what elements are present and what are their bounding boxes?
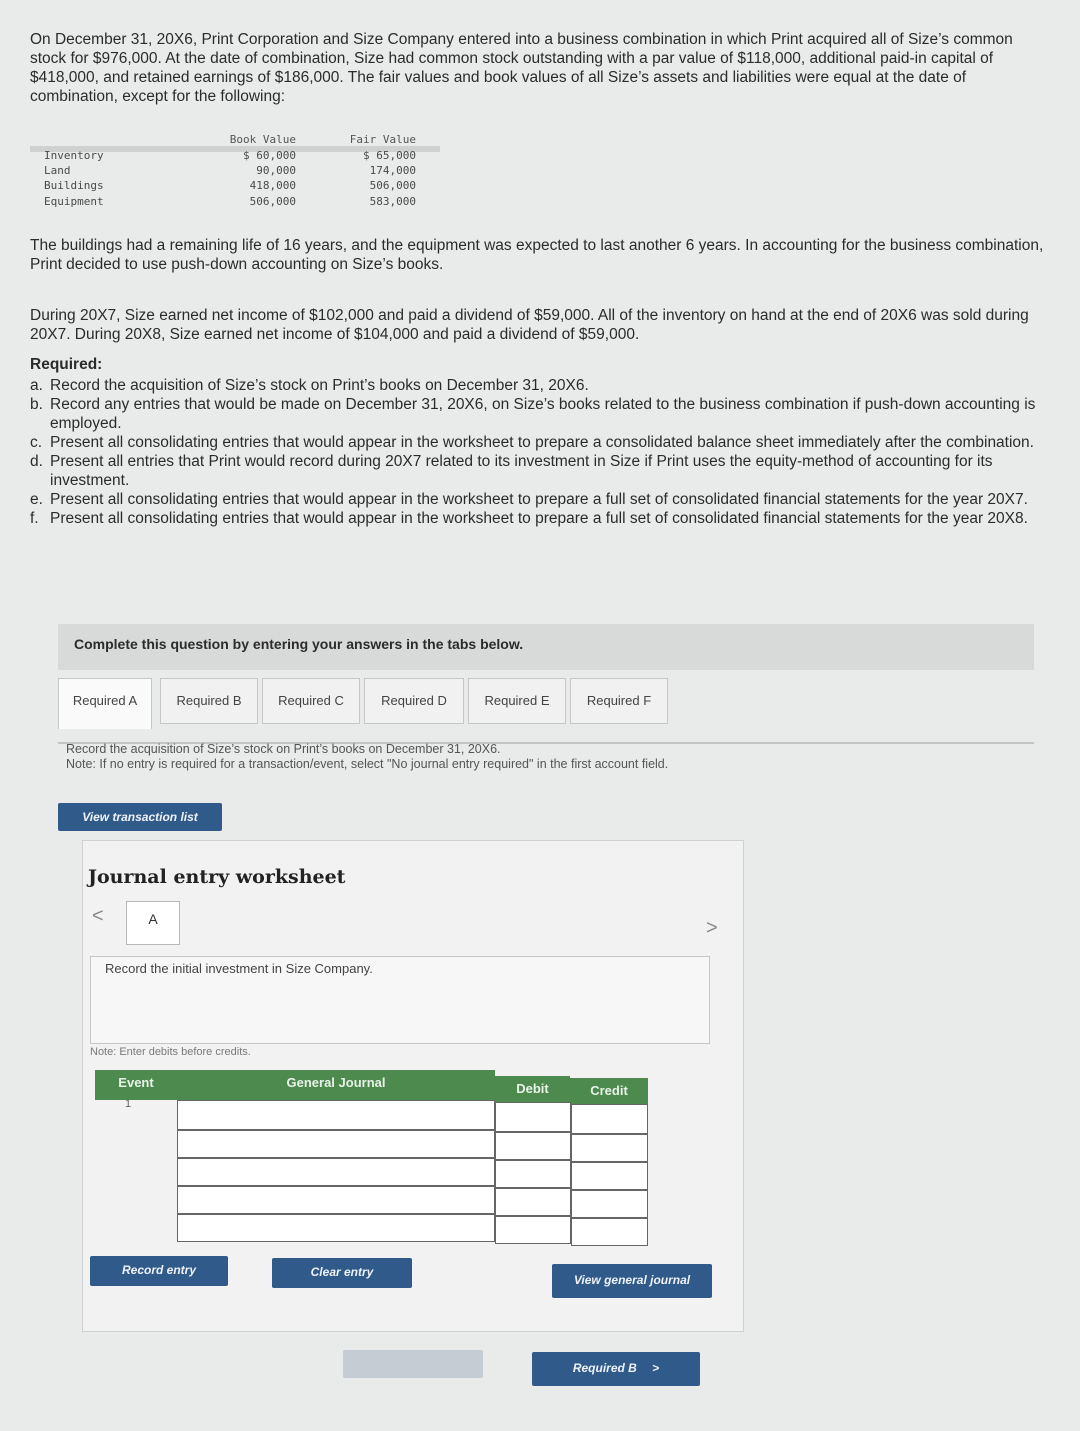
previous-tab-button-disabled (343, 1350, 483, 1378)
item-letter: f. (30, 510, 39, 527)
item-text: Present all entries that Print would record during 20X7 related to its investment in Size if Print uses the equity-method of accounting for its investment. (50, 453, 993, 489)
worksheet-title: Journal entry worksheet (88, 866, 346, 888)
view-transaction-list-button[interactable]: View transaction list (58, 803, 222, 831)
fair-value: 583,000 (369, 195, 416, 208)
tab-required-c[interactable]: Required C (262, 678, 360, 724)
event-tab-a[interactable]: A (126, 901, 180, 945)
row-label: Buildings (44, 179, 104, 192)
book-value: 506,000 (249, 195, 296, 208)
debit-field[interactable] (495, 1132, 571, 1160)
fair-value: 174,000 (369, 164, 416, 177)
clear-entry-button[interactable]: Clear entry (272, 1258, 412, 1288)
debits-note: Note: Enter debits before credits. (90, 1046, 251, 1058)
next-required-b-button[interactable] (532, 1352, 700, 1386)
debit-field[interactable] (495, 1188, 571, 1216)
item-text: Present all consolidating entries that would appear in the worksheet to prepare a full set of consolidated financial statements for the year 20X7. (50, 491, 1028, 508)
record-entry-button[interactable]: Record entry (90, 1256, 228, 1286)
account-field[interactable] (177, 1130, 495, 1158)
debit-column-header: Debit (495, 1076, 570, 1106)
item-letter: c. (30, 434, 43, 451)
general-journal-table (95, 1070, 650, 1248)
book-value: 90,000 (256, 164, 296, 177)
credit-field[interactable] (571, 1218, 648, 1246)
credit-field[interactable] (571, 1190, 648, 1218)
required-list (30, 376, 1045, 528)
table-row (30, 179, 440, 194)
fair-value: $ 65,000 (363, 149, 416, 162)
event-description-text: Record the initial investment in Size Company. (105, 961, 373, 976)
value-table-header (30, 133, 440, 147)
buildings-paragraph: The buildings had a remaining life of 16 years, and the equipment was expected to last another 6 years. In accounting for the business combination, Print decided to use push-down accounting on Size’s books. (30, 237, 1044, 273)
tab-required-d[interactable]: Required D (364, 678, 464, 724)
table-row (30, 164, 440, 179)
event-column-header: Event (95, 1070, 177, 1100)
event-description (90, 956, 710, 1044)
credit-column-header: Credit (570, 1078, 648, 1108)
instruction-main: Record the acquisition of Size’s stock on Print’s books on December 31, 20X6. (66, 742, 501, 756)
instruction-note: Note: If no entry is required for a transaction/event, select "No journal entry required" in the first account field. (66, 757, 669, 771)
credit-field[interactable] (571, 1104, 648, 1134)
row-label: Inventory (44, 149, 104, 162)
credit-field[interactable] (571, 1134, 648, 1162)
tab-required-b[interactable]: Required B (160, 678, 258, 724)
credit-field[interactable] (571, 1162, 648, 1190)
item-text: Record any entries that would be made on December 31, 20X6, on Size’s books related to the business combination if push-down accounting is employed. (50, 396, 1036, 432)
item-letter: b. (30, 396, 43, 413)
item-letter: d. (30, 453, 43, 470)
item-letter: e. (30, 491, 43, 508)
chevron-right-icon: > (652, 1361, 660, 1375)
required-item (30, 395, 1045, 433)
income-paragraph: During 20X7, Size earned net income of $102,000 and paid a dividend of $59,000. All of the inventory on hand at the end of 20X6 was sold during 20X7. During 20X8, Size earned net income of $104,000 and paid a dividend of $59,000. (30, 307, 1029, 343)
required-item (30, 490, 1045, 509)
item-letter: a. (30, 377, 43, 394)
book-value: 418,000 (249, 179, 296, 192)
book-value-header: Book Value (229, 133, 296, 146)
item-text: Present all consolidating entries that would appear in the worksheet to prepare a full set of consolidated financial statements for the year 20X8. (50, 510, 1028, 527)
debit-field[interactable] (495, 1160, 571, 1188)
instructions-banner (58, 624, 1034, 670)
general-journal-column-header: General Journal (177, 1070, 495, 1100)
required-heading: Required: (30, 356, 103, 373)
value-table (30, 133, 440, 215)
previous-event-icon[interactable]: < (92, 905, 104, 927)
debit-field[interactable] (495, 1216, 571, 1244)
next-button-label: Required B (572, 1361, 637, 1375)
view-general-journal-button[interactable]: View general journal (552, 1264, 712, 1298)
table-row (30, 195, 440, 210)
required-item (30, 509, 1045, 528)
item-text: Present all consolidating entries that would appear in the worksheet to prepare a consolidated balance sheet immediately after the combination. (50, 434, 1034, 451)
item-text: Record the acquisition of Size’s stock on Print’s books on December 31, 20X6. (50, 377, 589, 394)
fair-value: 506,000 (369, 179, 416, 192)
problem-intro: On December 31, 20X6, Print Corporation and Size Company entered into a business combination in which Print acquired all of Size’s common stock for $976,000. At the date of combination, Size had common stock outstanding with a par value of $118,000, additional paid-in capital of $418,000, and retained earnings of $186,000. The fair values and book values of all Size’s assets and liabilities were equal at the date of combination, except for the following: (30, 31, 1013, 105)
tab-required-f[interactable]: Required F (570, 678, 668, 724)
account-field[interactable] (177, 1186, 495, 1214)
required-tabs (58, 678, 1034, 732)
account-field[interactable] (177, 1100, 495, 1130)
banner-text: Complete this question by entering your answers in the tabs below. (74, 636, 524, 652)
tab-required-e[interactable]: Required E (468, 678, 566, 724)
table-row (30, 149, 440, 164)
fair-value-header: Fair Value (349, 133, 416, 146)
debit-field[interactable] (495, 1102, 571, 1132)
tab-required-a[interactable]: Required A (58, 678, 152, 729)
required-item (30, 452, 1045, 490)
account-field[interactable] (177, 1214, 495, 1242)
book-value: $ 60,000 (243, 149, 296, 162)
required-item (30, 376, 1045, 395)
next-event-icon[interactable]: > (706, 917, 718, 939)
row-label: Equipment (44, 195, 104, 208)
required-item (30, 433, 1045, 452)
tab-instructions (66, 742, 1026, 772)
event-number: 1 (125, 1098, 132, 1110)
row-label: Land (44, 164, 71, 177)
account-field[interactable] (177, 1158, 495, 1186)
